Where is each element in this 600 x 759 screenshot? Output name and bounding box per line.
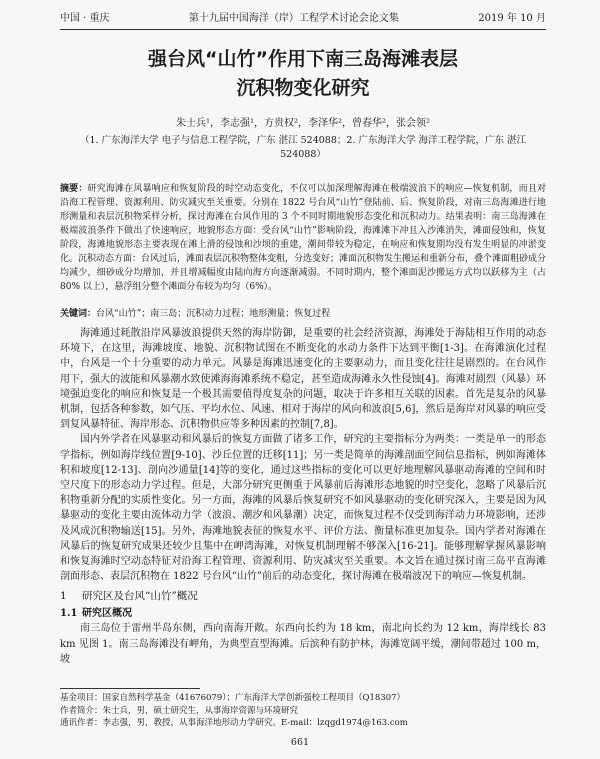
author-list: 朱士兵¹，李志强¹，方贵权²，李泽华²，曾春华²，张会领² xyxy=(175,118,431,129)
keywords xyxy=(60,307,546,321)
abstract xyxy=(60,182,546,294)
footnote-rule xyxy=(60,688,200,689)
section-number: 1 xyxy=(60,590,67,603)
header-date: 2019 年 10 月 xyxy=(478,13,546,24)
intro-paragraph-1: 海滩通过耗散沿岸风暴波浪提供天然的海岸防御，是重要的社会经济资源，海滩处于海陆相互作用的动态环境下，在这里，海滩坡度、地貌、沉积物试图在不断变化的水动力条件下达到平衡[1-3]。在海滩演化过程中，台风是一个十分重要的动力单元。风暴是海滩迅速变化的主要驱动力，而且变化往往是剧烈的。在台风作用下，强大的波能和风暴潮水致使滩海海滩系统不稳定，甚至造成海滩永久性侵蚀[4]。海滩对剧烈（风暴）环境强迫变化的响应和恢复是一个极其需要值得度复杂的问题，取决于许多相互关联的因素。首先是复杂的风暴机制，包括各种参数，如气压、平均水位、风速、相对于海岸的风向和波浪[5,6]，然后是海岸对风暴的响应受到复风暴特征、海岸形态、沉积物供应等多种因素的控制[7,8]。 xyxy=(60,328,546,431)
page-number: 661 xyxy=(290,737,310,748)
study-area-paragraph: 南三岛位于雷州半岛东侧，西向南海开敞。东西向长约为 18 km，南北向长约为 12 km，海岸线长 83 km 见图 1。南三岛海滩没有岬角，为典型直型海滩。后滨种有防护林，海滩宽阔平缓，潮间带超过 100 m，坡 xyxy=(60,623,546,665)
paper-title xyxy=(60,45,546,103)
affiliation: （1. 广东海洋大学 电子与信息工程学院，广东 湛江 524088；2. 广东海洋大学 海洋工程学院，广东 湛江 524088） xyxy=(79,135,527,160)
header-proceedings: 第十九届中国海洋（岸）工程学术讨论会论文集 xyxy=(188,13,399,24)
section-title: 研究区及台风“山竹”概况 xyxy=(82,590,198,603)
section-heading-1 xyxy=(60,588,546,604)
keywords-text: 台风“山竹”；南三岛；沉积动力过程；地形测量；恢复过程 xyxy=(96,309,331,319)
footnote-contact: 通讯作者：李志强，男，教授，从事海洋地形动力学研究。E-mail：lzqgd1974@163.com xyxy=(60,718,408,728)
footnote-fund: 基金项目：国家自然科学基金（41676079）；广东海洋大学创新强校工程项目（Q18307） xyxy=(60,693,406,703)
footnote xyxy=(60,692,546,730)
title-line-1: 强台风“山竹”作用下南三岛海滩表层 xyxy=(148,48,458,70)
title-line-2: 沉积物变化研究 xyxy=(236,77,370,99)
abstract-label: 摘要： xyxy=(60,184,88,194)
abstract-text: 研究海滩在风暴响应和恢复阶段的时空动态变化，不仅可以加深理解海滩在极端波浪下的响应—恢复机制，而且对沿海工程管理、资源利用、防灾减灾至关重要。分别在 1822 号台风“山竹”登陆前、后、恢复阶段，对南三岛海滩进行地形测量和表层沉积物采样分析，探讨海滩在台风作用的 3 个不同时期地貌形态变化和沉积动力。结果表明：南三岛海滩在极端波浪条件下做出了快速响应，地貌形态方面：受台风“山竹”影响阶段，海滩滩下冲且入沙滩消失，滩面侵蚀和，恢复阶段，海滩地貌形态主要表现在滩上滑的侵蚀和沙坝的重建，潮间带较为稳定，在响应和恢复期均没有发生明显的冲淤变化。沉积动态方面：台风过后，滩面表层沉积物整体变粗，分选变好；滩面沉积物发生搬运和重新分布，叠个滩面粗砂成分均减少，细砂成分均增加，并且增减幅度由陆向海方向逐渐减弱。不同时期内，整个滩面泥沙搬运方式均以跃移为主（占 80% 以上），悬浮组分整个滩面分布较为均匀（6%）。 xyxy=(60,184,547,292)
running-header xyxy=(60,12,546,30)
subsection-title: 研究区概况 xyxy=(82,608,132,620)
subsection-heading-1-1 xyxy=(60,606,546,621)
intro-paragraph-2: 国内外学者在风暴驱动和风暴后的恢复方面做了诸多工作，研究的主要指标分为两类：一类是单一的形态学指标，例如海岸线位置[9-10]、沙丘位置的迁移[11]；另一类是简单的海滩剖面空间信息指标，例如海滩体积和坡度[12-13]、剖向沙通量[14]等的变化，通过这些指标的变化可以更好地理解风暴驱动海滩的空间和时空尺度下的形态动力学过程。但是，大部分研究更侧重于风暴前后海滩形态地貌的时空变化，忽略了风暴后沉积物重新分配的实质性变化。另一方面，海滩的风暴后恢复研究不如风暴驱动的变化研究深入，主要是因为风暴驱动的变化主要由流体动力学（波浪、潮汐和风暴潮）决定，而恢复过程不仅受到海洋动力环境影响，还涉及风成沉积物输送[15]。另外，海滩地貌表征的恢复水平、评价方法、衡量标准更加复杂。国内学者对海滩在风暴后的恢复研究成果还较少且集中在岬湾海滩，对恢复机制理解不够深入[16-21]。能够理解掌握风暴影响和恢复海滩时空动态特征对沿海工程管理、资源利用、防灾减灾至关重要。本文旨在通过探讨南三岛平直海滩剖面形态、表层沉积物在 1822 号台风“山竹”前后的动态变化，探讨海滩在极端波况下的响应—恢复机制。 xyxy=(60,434,546,583)
header-location: 中国 · 重庆 xyxy=(60,13,110,24)
subsection-number: 1.1 xyxy=(60,608,78,620)
footnote-author: 作者简介：朱士兵，男，硕士研究生，从事海岸资源与环境研究 xyxy=(60,705,299,716)
keywords-label: 关键词： xyxy=(60,309,97,319)
body-text xyxy=(60,326,546,667)
